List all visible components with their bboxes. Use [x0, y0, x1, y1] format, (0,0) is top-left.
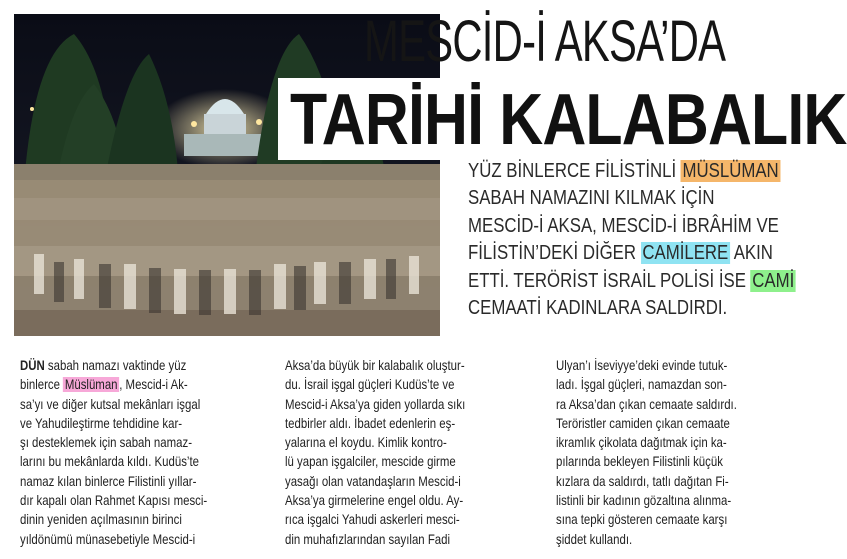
subhead-line-2: SABAH NAMAZINI KILMAK İÇİN: [468, 187, 715, 210]
article-column-1: [20, 356, 282, 549]
article-line: dır kapalı olan Rahmet Kapısı mesci-: [20, 493, 208, 509]
article-line: Teröristler camiden çıkan cemaate: [556, 415, 730, 431]
article-line: kızlara da saldırdı, tatlı dağıtan Fi-: [556, 473, 729, 489]
headline-line-2: TARİHİ KALABALIK: [290, 80, 847, 160]
article-line: lü yapan işgalciler, mescide girme: [285, 454, 456, 470]
subhead-line-1: YÜZ BİNLERCE FİLİSTİNLİ MÜSLÜMAN: [468, 160, 779, 182]
subheadline: [468, 158, 798, 322]
article-line: namaz kılan binlerce Filistinli yıllar-: [20, 473, 197, 489]
article-line: din muhafızlarından sayılan Fadi: [285, 531, 451, 547]
subhead-line-4: FİLİSTİN’DEKİ DİĞER CAMİLERE AKIN: [468, 242, 773, 265]
article-line: DÜN sabah namazı vaktinde yüz: [20, 358, 187, 373]
article-line: Ulyan’ı İseviyye’deki evinde tutuk-: [556, 358, 728, 373]
article-line: yalarına el koydu. Kimlik kontro-: [285, 435, 447, 451]
article-line: yıldönümü münasebetiyle Mescid-i: [20, 531, 196, 547]
article-line: sına tepki gösteren cemaate karşı: [556, 512, 728, 528]
article-line: dinin yeniden açılmasının birinci: [20, 512, 182, 528]
subhead-line-5: ETTİ. TERÖRİST İSRAİL POLİSİ İSE CAMİ: [468, 269, 795, 292]
article-line: binlerce Müslüman , Mescid-i Ak-: [20, 377, 188, 393]
article-line: sa’yı ve diğer kutsal mekânları işgal: [20, 396, 201, 412]
highlight-muslim: MÜSLÜMAN: [682, 160, 779, 182]
lead-word: DÜN: [20, 358, 45, 373]
highlight-mosque: CAMİ: [752, 269, 795, 292]
article-line: şı desteklemek için sabah namaz-: [20, 435, 193, 451]
article-line: ikramlık çikolata dağıtmak için ka-: [556, 435, 727, 451]
article-line: pılarında bekleyen Filistinli küçük: [556, 454, 723, 470]
article-line: şiddet kullandı.: [556, 531, 633, 547]
article-line: Aksa’da büyük bir kalabalık oluştur-: [285, 358, 465, 373]
headline-box: [278, 78, 847, 160]
article-line: tedbirler aldı. İbadet edenlerin eş-: [285, 415, 456, 431]
subhead-line-3: MESCİD-İ AKSA, MESCİD-İ İBRÂHİM VE: [468, 214, 779, 237]
article-line: ra Aksa’dan çıkan cemaate saldırdı.: [556, 396, 737, 412]
article-line: Mescid-i Aksa’ya giden yollarda sıkı: [285, 396, 466, 412]
article-line: rıca işgalci Yahudi askerleri mesci-: [285, 512, 460, 528]
subhead-line-6: CEMAATİ KADINLARA SALDIRDI.: [468, 297, 728, 320]
article-line: listinli bir kadının gözaltına alınma-: [556, 493, 732, 509]
article-line: larını bu mekânlarda kıldı. Kudüs’te: [20, 454, 199, 470]
article-line: ve Yahudileştirme tehdidine kar-: [20, 415, 183, 431]
article-line: Aksa’ya girmelerine engel oldu. Ay-: [285, 493, 464, 509]
highlight-mosques: CAMİLERE: [642, 242, 729, 265]
article-line: yasağı olan vatandaşların Mescid-i: [285, 473, 461, 489]
headline-line-1: MESCİD-İ AKSA’DA: [364, 9, 726, 74]
highlight-muslim-body: Müslüman: [64, 377, 118, 393]
article-line: ladı. İşgal güçleri, namazdan son-: [556, 377, 727, 393]
article-column-3: [556, 356, 796, 549]
article-line: du. İsrail işgal güçleri Kudüs’te ve: [285, 377, 455, 393]
article-column-2: [285, 356, 547, 549]
